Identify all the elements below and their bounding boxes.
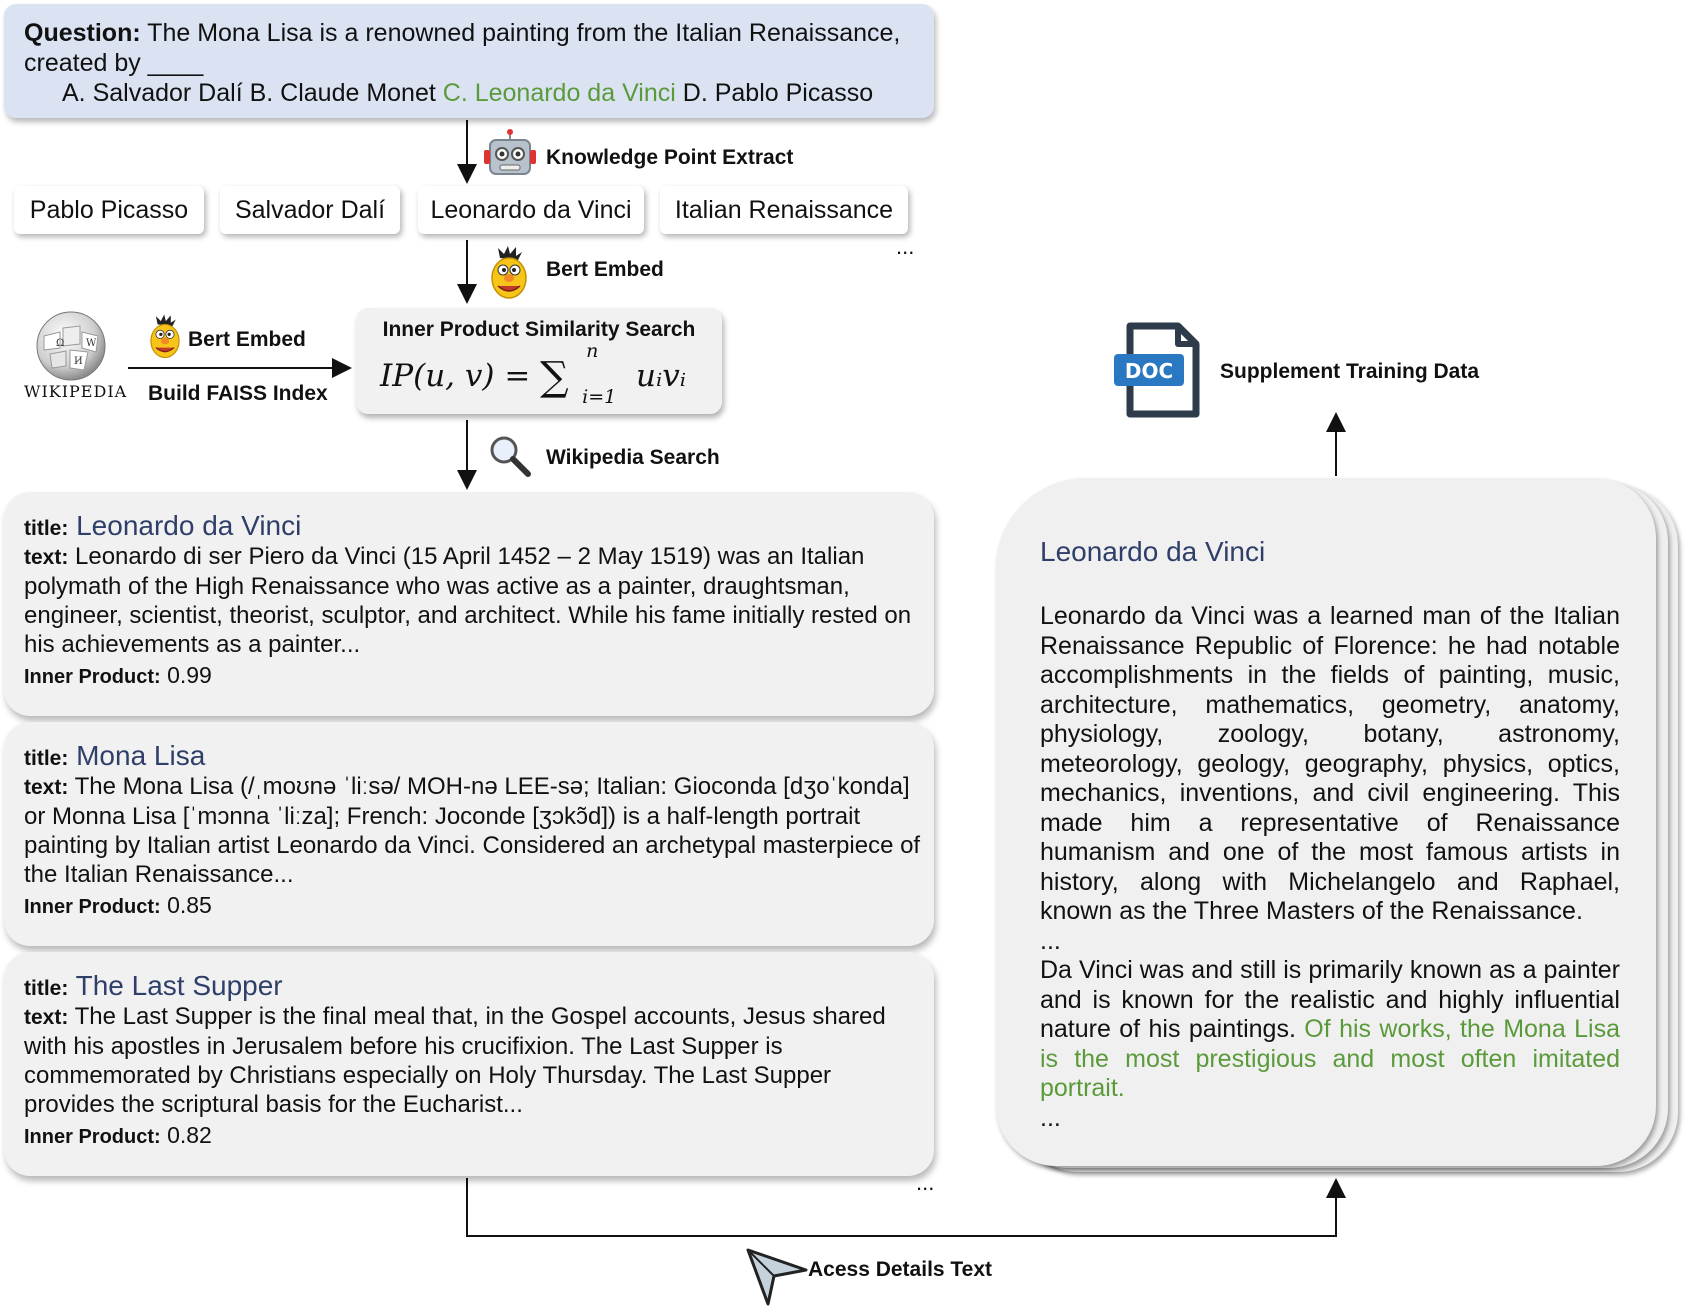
similarity-formula [380,340,686,408]
detail-body [1040,602,1620,1133]
access-details-label: Acess Details Text [808,1258,993,1281]
result-text: text: The Last Supper is the final meal that, in the Gospel accounts, Jesus shared with his apostles in Jerusalem before his crucifixion. The Last Supper is commemorated by Christians especially on Holy Thursday. The Last Supper provides the scriptural basis for the Eucharist... [24,1003,886,1118]
svg-text:Ω: Ω [56,338,65,349]
knowledge-point-leonardo: Leonardo da Vinci [418,186,644,234]
option-d: D. Pablo Picasso [682,79,874,107]
detail-highlight: Of his works, the Mona Lisa is the most prestigious and most often imitated portrait. [1040,1015,1620,1102]
wikipedia-globe-icon [30,306,112,382]
option-a: A. Salvador Dalí [62,79,243,107]
inner-product-value: 0.99 [167,662,212,688]
question-blank: created by ____ [24,49,204,77]
question-options [62,78,873,108]
result-inner-product: Inner Product: 0.85 [24,892,212,918]
result-title-line: title: Mona Lisa [24,740,206,771]
detail-paragraph: Leonardo da Vinci was a learned man of the Italian Renaissance Republic of Florence: he had notable accomplishments in the fields of painting, music, architecture, mathematics, geometry, anatomy, physiology, zoology, botany, astronomy, meteorology, geology, geography, physics, optics, mechanics, inventions, and civil engineering. This made him a representative of Renaissance humanism and one of the most famous artists in history, along with Michelangelo and Raphael, known as the Three Masters of the Renaissance. [1040,602,1620,925]
detail-paragraph: Da Vinci was and still is primarily known as a painter and is known for the realistic and highly influential nature of his paintings. Of his works, the Mona Lisa is the most prestigious and most often imitated portrait. [1040,956,1620,1102]
result-title: The Last Supper [75,970,283,1001]
question-line [24,18,924,48]
option-b: B. Claude Monet [249,79,436,107]
formula-sum-symbol: ∑ n i=1 [540,340,617,408]
wikipedia-search-label: Wikipedia Search [546,446,720,469]
formula-upper-limit: n [586,340,599,362]
bert-icon [146,312,184,360]
result-title: Leonardo da Vinci [76,510,302,541]
question-text: The Mona Lisa is a renowned painting from the Italian Renaissance, [147,19,901,47]
formula-rhs: uᵢvᵢ [636,358,686,394]
detail-ellipsis: ... [1040,926,1061,955]
result-inner-product: Inner Product: 0.82 [24,1122,212,1148]
detail-title: Leonardo da Vinci [1040,536,1266,567]
cursor-arrow-icon [744,1246,810,1306]
svg-text:И: И [74,356,83,367]
option-c-correct: C. Leonardo da Vinci [442,79,676,107]
inner-product-value: 0.85 [167,892,212,918]
knowledge-point-pablo: Pablo Picasso [14,186,204,234]
inner-product-value: 0.82 [167,1122,212,1148]
similarity-search-box [356,308,722,414]
doc-icon-label: DOC [1124,359,1174,383]
result-text: text: Leonardo di ser Piero da Vinci (15 April 1452 – 2 May 1519) was an Italian polymath of the High Renaissance who was active as a painter, draughtsman, engineer, scientist, theorist, sculptor, and architect. While his fame initially rested on his achievements as a painter... [24,543,912,658]
knowledge-point-renaissance: Italian Renaissance [660,186,908,234]
result-title-line: title: The Last Supper [24,970,283,1001]
result-title-line: title: Leonardo da Vinci [24,510,302,541]
build-index-label: Build FAISS Index [148,382,328,405]
bert-embed-label: Bert Embed [546,258,664,281]
question-label: Question: [24,19,141,47]
arrow-results-to-detail [467,1178,1336,1236]
knowledge-point-dali: Salvador Dalí [220,186,400,234]
robot-icon [482,128,538,182]
svg-text:W: W [86,338,97,349]
result-title: Mona Lisa [76,740,206,771]
magnifier-icon [488,434,532,478]
detail-ellipsis: ... [1040,1103,1061,1132]
doc-file-icon [1112,322,1208,418]
points-ellipsis: ... [896,234,915,259]
formula-lhs: IP(u, v) = [380,358,531,394]
bert-icon [486,244,532,300]
bert-embed-wiki-label: Bert Embed [188,328,306,351]
knowledge-extract-label: Knowledge Point Extract [546,146,794,169]
wikipedia-wordmark: WIKIPEDIA [24,382,128,401]
formula-lower-limit: i=1 [582,386,617,408]
similarity-title: Inner Product Similarity Search [382,318,696,341]
supplement-label: Supplement Training Data [1220,360,1480,383]
results-ellipsis: ... [916,1170,935,1195]
result-text: text: The Mona Lisa (/ˌmoʊnə ˈliːsə/ MOH-nə LEE-sə; Italian: Gioconda [dʒoˈkonda] or Monna Lisa [ˈmɔnna ˈliːza]; French: Joconde [ʒɔkɔ̃d]) is a half-length portrait painting by Italian artist Leonardo da Vinci. Considered an archetypal masterpiece of the Italian Renaissance... [24,773,921,888]
result-inner-product: Inner Product: 0.99 [24,662,212,688]
